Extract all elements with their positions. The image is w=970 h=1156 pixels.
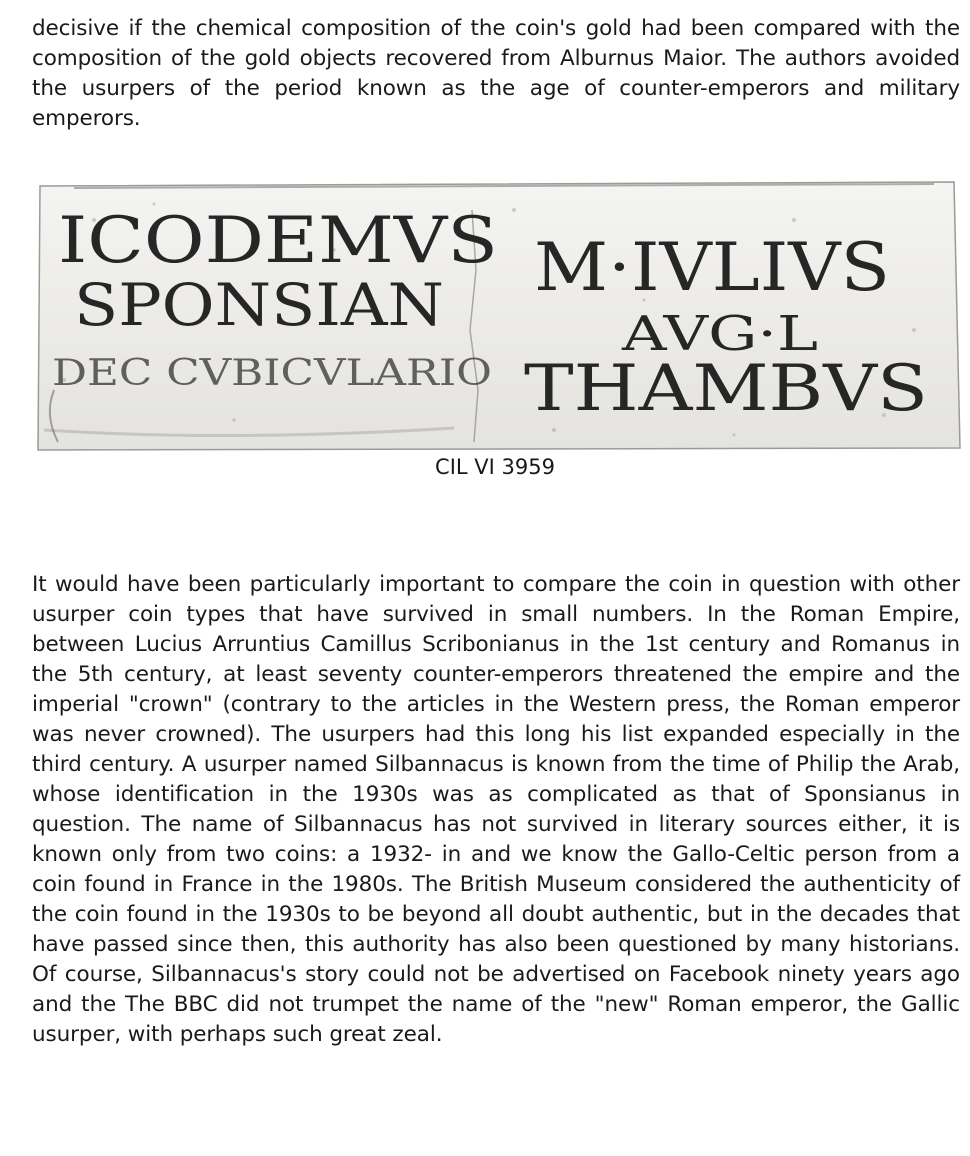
inscription-right-line-3: THAMBVS <box>524 352 928 426</box>
inscription-left-line-1: ICODEMVS <box>58 204 498 278</box>
inscription-figure <box>34 180 962 452</box>
inscription-right-line-1: M·IVLIVS <box>534 229 890 306</box>
inscription-right-line-2: AVG·L <box>620 306 818 362</box>
inscription-image <box>34 180 962 452</box>
paragraph-main: It would have been particularly important to compare the coin in question with other usurper coin types that have survived in small numbers. In the Roman Empire, between Lucius Arruntius Camillus Scribonianus in the 1st century and Romanus in the 5th century, at least seventy counter-emperors threatened the empire and the imperial "crown" (contrary to the articles in the Western press, the Roman emperor was never crowned). The usurpers had this long his list expanded especially in the third century. A usurper named Silbannacus is known from the time of Philip the Arab, whose identification in the 1930s was as complicated as that of Sponsianus in question. The name of Silbannacus has not survived in literary sources either, it is known only from two coins: a 1932- in and we know the Gallo-Celtic person from a coin found in France in the 1980s. The British Museum considered the authenticity of the coin found in the 1930s to be beyond all doubt authentic, but in the decades that have passed since then, this authority has also been questioned by many historians. Of course, Silbannacus's story could not be advertised on Facebook ninety years ago and the The BBC did not trumpet the name of the "new" Roman emperor, the Gallic usurper, with perhaps such great zeal. <box>32 572 960 1047</box>
inscription-left-line-2: SPONSIAN <box>74 271 444 339</box>
inscription-left-line-3: DEC CVBICVLARIO <box>52 353 492 394</box>
figure-caption: CIL VI 3959 <box>435 455 555 479</box>
paragraph-top: decisive if the chemical composition of the coin's gold had been compared with the composition of the gold objects recovered from Alburnus Maior. The authors avoided the usurpers of the period known as the age of counter-emperors and military emperors. <box>32 16 960 131</box>
